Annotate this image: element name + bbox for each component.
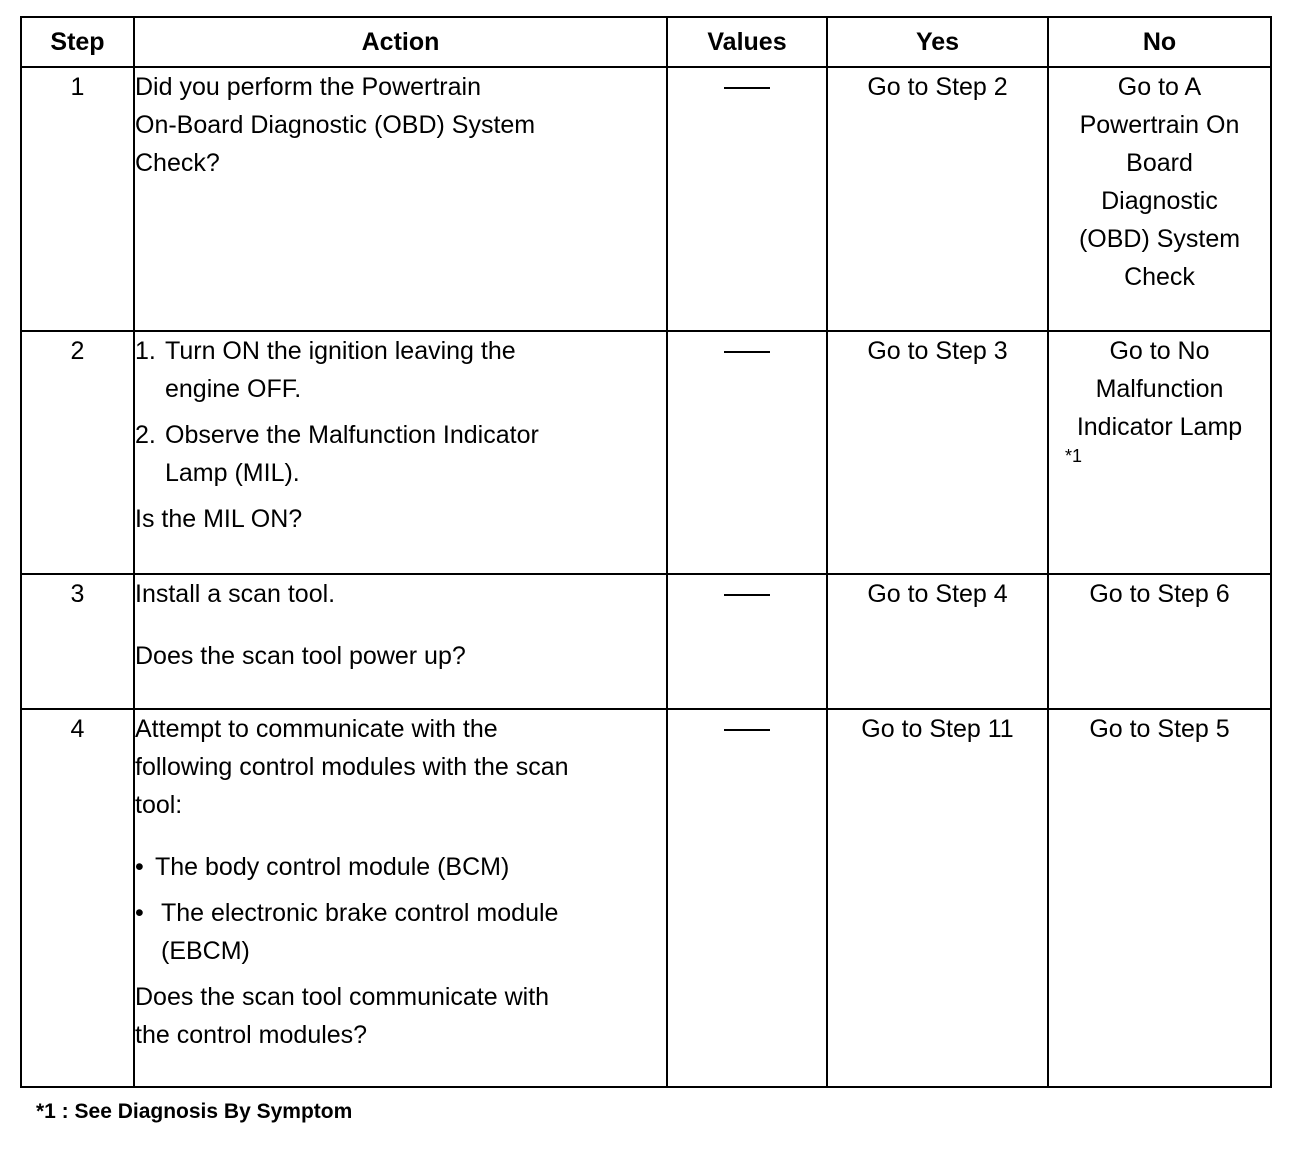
- step-number: 2: [21, 331, 134, 574]
- step-number: 3: [21, 574, 134, 709]
- action-text: tool:: [135, 791, 183, 819]
- value-dash: [724, 729, 770, 731]
- header-step: Step: [21, 17, 134, 67]
- values-cell: [667, 331, 827, 574]
- action-cell: [134, 574, 667, 709]
- bullet-item: • The body control module (BCM): [135, 853, 510, 881]
- no-cell: Go to Step 5: [1048, 709, 1271, 1087]
- header-no: No: [1048, 17, 1271, 67]
- action-cell: [134, 331, 667, 574]
- action-text: Attempt to communicate with the: [135, 715, 498, 743]
- no-cell: Go to Step 6: [1048, 574, 1271, 709]
- header-row: [21, 17, 1271, 67]
- question-text: Does the scan tool power up?: [135, 642, 466, 670]
- numbered-item: 2. Observe the Malfunction Indicator Lamp (MIL).: [135, 421, 539, 487]
- action-text: following control modules with the scan: [135, 753, 569, 781]
- yes-cell: Go to Step 2: [827, 67, 1048, 331]
- values-cell: [667, 709, 827, 1087]
- numbered-item: 1. Turn ON the ignition leaving the engine OFF.: [135, 337, 516, 403]
- action-text: On-Board Diagnostic (OBD) System: [135, 111, 536, 139]
- footnote: *1 : See Diagnosis By Symptom: [36, 1100, 353, 1123]
- action-cell: [134, 709, 667, 1087]
- step-number: 1: [21, 67, 134, 331]
- header-yes: Yes: [827, 17, 1048, 67]
- header-action: Action: [134, 17, 667, 67]
- table-row-step-1: [21, 67, 1271, 331]
- step-number: 4: [21, 709, 134, 1087]
- table-row-step-3: [21, 574, 1271, 709]
- yes-cell: Go to Step 4: [827, 574, 1048, 709]
- header-values: Values: [667, 17, 827, 67]
- value-dash: [724, 594, 770, 596]
- yes-cell: Go to Step 3: [827, 331, 1048, 574]
- footnote-ref: *1: [1065, 446, 1083, 466]
- table-row-step-2: [21, 331, 1271, 574]
- yes-cell: Go to Step 11: [827, 709, 1048, 1087]
- value-dash: [724, 87, 770, 89]
- values-cell: [667, 67, 827, 331]
- no-cell: Go to A Powertrain On Board Diagnostic (OBD) System Check: [1048, 67, 1271, 331]
- bullet-item: • The electronic brake control module (EBCM): [135, 899, 559, 965]
- question-text: Is the MIL ON?: [135, 505, 303, 533]
- action-text: Check?: [135, 149, 220, 177]
- action-text: Did you perform the Powertrain: [135, 73, 481, 101]
- table-row-step-4: [21, 709, 1271, 1087]
- action-text: Install a scan tool.: [135, 580, 336, 608]
- value-dash: [724, 351, 770, 353]
- no-cell: Go to No Malfunction Indicator Lamp *1: [1048, 331, 1271, 574]
- question-text: Does the scan tool communicate with: [135, 983, 550, 1011]
- diagnostic-table: [20, 16, 1272, 1088]
- values-cell: [667, 574, 827, 709]
- question-text: the control modules?: [135, 1021, 368, 1049]
- action-cell: [134, 67, 667, 331]
